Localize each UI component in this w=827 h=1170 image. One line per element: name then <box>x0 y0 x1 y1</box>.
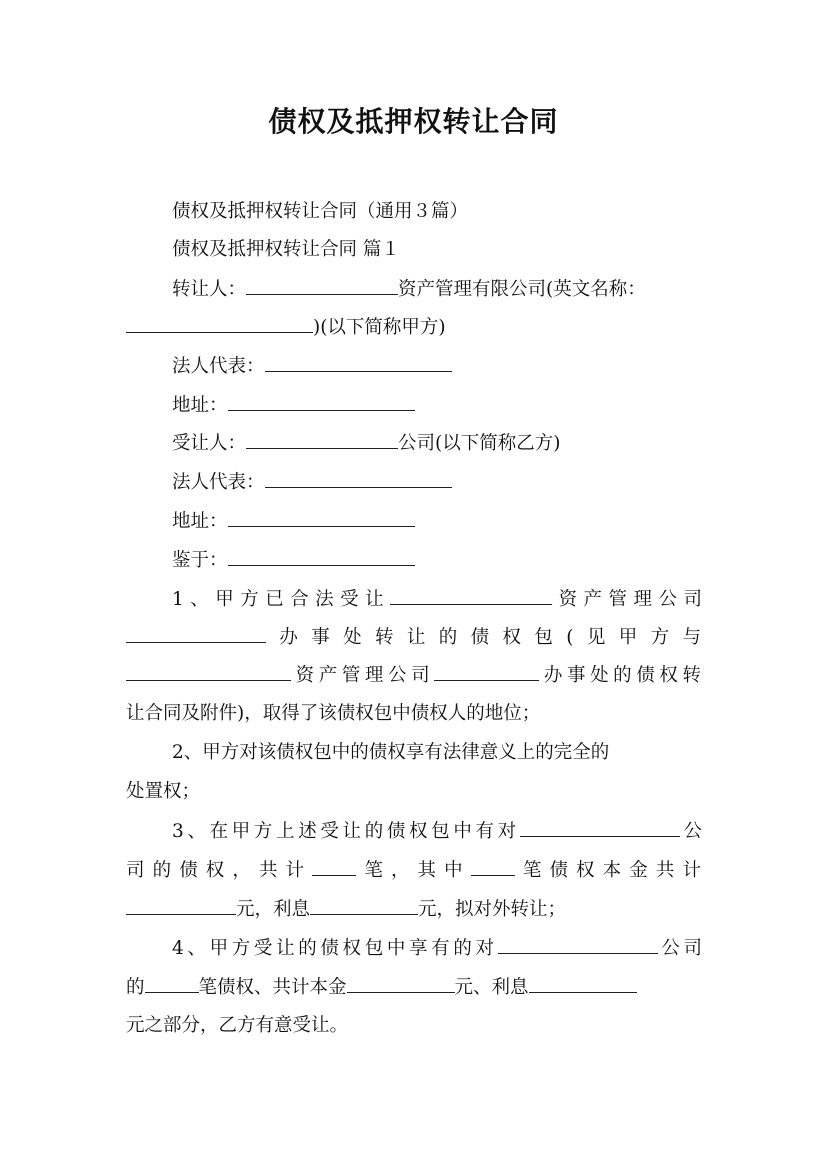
doc-line: 债权及抵押权转让合同（通用３篇） <box>172 201 469 222</box>
fill-blank <box>434 660 539 681</box>
fill-blank <box>310 894 418 915</box>
fill-blank <box>126 312 313 333</box>
fill-blank <box>228 506 415 527</box>
doc-line: 鉴于： <box>172 545 702 575</box>
fill-blank <box>246 274 398 295</box>
document-title: 债权及抵押权转让合同 <box>268 105 559 138</box>
doc-line: 受让人： 公司(以下简称乙方) <box>172 428 702 458</box>
doc-line: 的 笔债权、共计本金 元、利息 <box>126 972 701 1002</box>
fill-blank <box>471 855 515 876</box>
doc-line: 4、甲方受让的债权包中享有的对 公司 <box>172 933 702 963</box>
fill-blank <box>265 467 452 488</box>
fill-blank <box>126 660 291 681</box>
fill-blank <box>347 972 455 993</box>
fill-blank <box>265 351 452 372</box>
doc-line: 法人代表： <box>172 351 702 381</box>
doc-line: 元，利息 元，拟对外转让； <box>126 894 701 924</box>
doc-line: 让合同及附件)，取得了该债权包中债权人的地位； <box>126 703 541 724</box>
doc-line: 1、甲方已合法受让 资产管理公司 <box>172 584 702 614</box>
doc-line: 地址： <box>172 506 702 536</box>
doc-line: 法人代表： <box>172 467 702 497</box>
doc-line: 司的债权，共计 笔，其中 笔债权本金共计 <box>126 855 701 885</box>
doc-line: 处置权； <box>126 781 201 802</box>
doc-line: 地址： <box>172 390 702 420</box>
fill-blank <box>390 584 552 605</box>
fill-blank <box>145 972 199 993</box>
fill-blank <box>126 622 266 643</box>
fill-blank <box>529 972 637 993</box>
fill-blank <box>228 390 415 411</box>
fill-blank <box>312 855 356 876</box>
fill-blank <box>498 933 658 954</box>
fill-blank <box>228 545 415 566</box>
doc-line: 债权及抵押权转让合同 篇１ <box>172 239 400 260</box>
fill-blank <box>520 816 680 837</box>
doc-line: 3、在甲方上述受让的债权包中有对 公 <box>172 816 702 846</box>
fill-blank <box>246 428 398 449</box>
doc-line: 转让人： 资产管理有限公司(英文名称： <box>172 274 702 304</box>
fill-blank <box>126 894 236 915</box>
doc-line: 2、甲方对该债权包中的债权享有法律意义上的完全的 <box>172 742 610 763</box>
doc-line: 元之部分，乙方有意受让。 <box>126 1015 349 1036</box>
doc-line: )(以下简称甲方) <box>126 312 701 342</box>
doc-line: 办事处转让的债权包(见甲方与 <box>126 622 701 652</box>
doc-line: 资产管理公司 办事处的债权转 <box>126 660 701 690</box>
